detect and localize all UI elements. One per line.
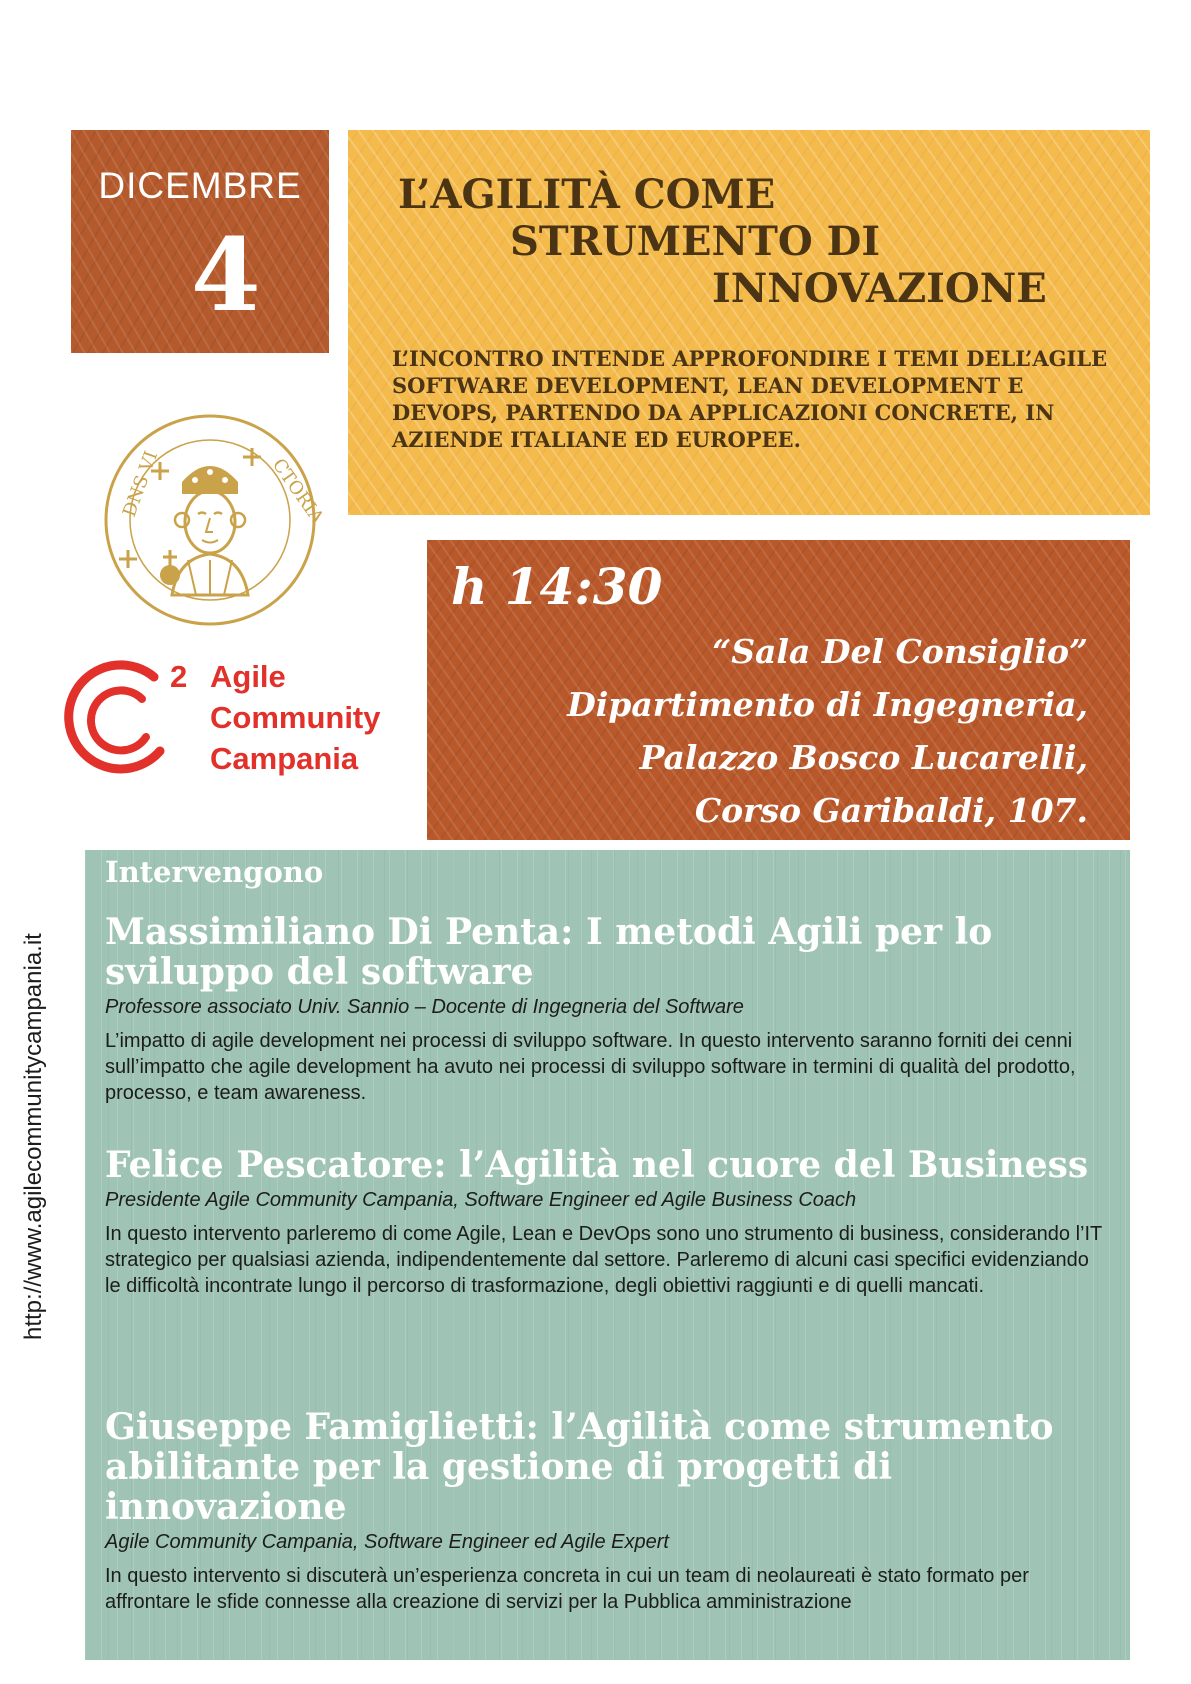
svg-text:DNS VI: DNS VI [118,448,163,520]
community-logo-line-1: Agile [210,659,286,694]
venue-line-2: Dipartimento di Ingegneria, [567,685,1088,724]
event-title-line-3: INNOVAZIONE [712,265,1047,312]
talk-item [105,1145,1105,1299]
talk-title: Felice Pescatore: l’Agilità nel cuore del Business [105,1144,1089,1186]
talk-item [105,1407,1105,1615]
talk-speaker-role: Professore associato Univ. Sannio – Docente di Ingegneria del Software [105,996,744,1018]
speakers-box [85,850,1130,1660]
agile-community-logo [62,655,412,785]
svg-text:CTORIA: CTORIA [267,454,328,528]
talk-title: Giuseppe Famiglietti: l’Agilità come strumento abilitante per la gestione di progetti di innovazione [105,1406,1054,1528]
coin-emblem-icon [100,410,328,630]
talk-speaker-role: Presidente Agile Community Campania, Software Engineer ed Agile Business Coach [105,1189,857,1211]
community-logo-line-2: Community [210,700,381,735]
community-logo-line-3: Campania [210,741,359,776]
event-title-line-1: L’AGILITÀ COME [398,171,776,218]
community-logo-superscript: 2 [170,659,188,694]
date-month: DICEMBRE [98,165,302,206]
venue-line-4: Corso Garibaldi, 107. [694,791,1088,830]
talk-description: In questo intervento si discuterà un’esperienza concreta in cui un team di neolaureati è stato formato per affrontare le sfide connesse alla creazione di servizi per la Pubblica amministrazione [105,1565,1029,1613]
community-swirl-icon [62,655,172,785]
time-venue-box [427,540,1130,840]
talk-item [105,912,1105,1106]
coin-logo [100,410,328,630]
venue-line-3: Palazzo Bosco Lucarelli, [639,738,1088,777]
event-time: h 14:30 [451,557,663,616]
talk-title: Massimiliano Di Penta: I metodi Agili per lo sviluppo del software [105,911,993,993]
date-box [71,130,329,353]
date-day: 4 [191,216,261,334]
event-description: L’INCONTRO INTENDE APPROFONDIRE I TEMI DELL’AGILE SOFTWARE DEVELOPMENT, LEAN DEVELOPMENT E DEVOPS, PARTENDO DA APPLICAZIONI CONCRETE, IN AZIENDE ITALIANE ED EUROPEE. [392,346,1108,452]
talk-description: L’impatto di agile development nei processi di sviluppo software. In questo intervento saranno forniti dei cenni sull’impatto che agile development ha avuto nei processi di sviluppo software in termini di qualità del prodotto, processo, e team awareness. [105,1030,1076,1104]
event-title-line-2: STRUMENTO DI [510,218,881,265]
talk-speaker-role: Agile Community Campania, Software Engineer ed Agile Expert [105,1531,669,1553]
venue-line-1: “Sala Del Consiglio” [712,632,1088,671]
website-url[interactable]: http://www.agilecommunitycampania.it [20,933,47,1340]
title-box [348,130,1150,515]
talk-description: In questo intervento parleremo di come Agile, Lean e DevOps sono uno strumento di business, considerando l’IT strategico per qualsiasi azienda, indipendentemente dal settore. Parleremo di alcuni casi specifici evidenziando le difficoltà incontrate lungo il percorso di trasformazione, degli obiettivi raggiunti e di quelli mancati. [105,1223,1102,1297]
speakers-heading: Intervengono [105,855,324,889]
